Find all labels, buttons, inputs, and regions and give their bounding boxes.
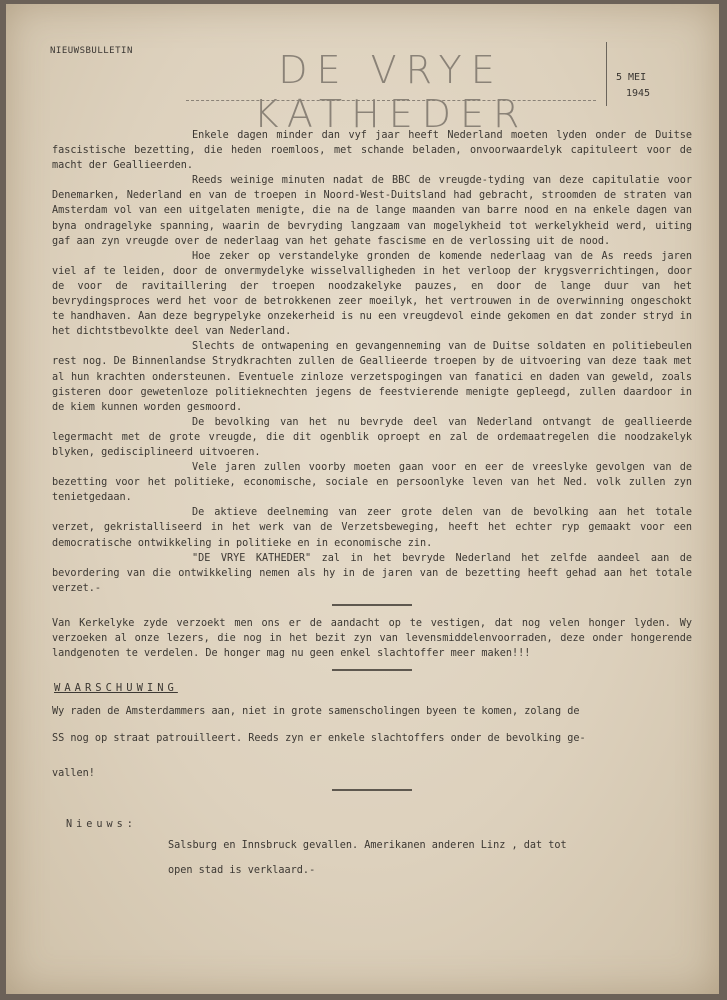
news-line: open stad is verklaard.- [168, 865, 316, 877]
masthead-rule [186, 100, 596, 101]
section-divider [332, 789, 412, 791]
issue-date-year: 1945 [626, 88, 651, 99]
news-heading: Nieuws: [66, 819, 137, 831]
hunger-note: Van Kerkelyke zyde verzoekt men ons er de aandacht op te vestigen, dat nog velen honger lyden. Wy verzoeken al onze lezers, die nog in het bezit zyn van levensmiddelenvoorraden, deze onder hongerende landgenoten te verdelen. De honger mag nu geen enkel slachtoffer meer maken!!! [52, 617, 692, 660]
paragraph: Hoe zeker op verstandelyke gronden de komende nederlaag van de As reeds jaren viel af te leiden, door de onvermydelyke wisselvalligheden in het verloop der krygsverrichtingen, door de voor de ravitaillering der troepen noodzakelyke pauzes, en door de lange duur van het bevrydingsproces werd het voor de betrokkenen zeer moeilyk, het vertrouwen in de overwinning ongeschokt te handhaven. Aan deze begrypelyke onzekerheid is nu een vreugdevol einde gekomen en dat zonder stryd in het dichtstbevolkte deel van Nederland. [52, 250, 692, 338]
newsletter-page [6, 4, 719, 994]
issue-date [616, 70, 676, 102]
article-body [52, 128, 692, 878]
paragraph: Reeds weinige minuten nadat de BBC de vreugde-tyding van deze capitulatie voor Denemarken, Nederland en van de troepen in Noord-West-Duitsland had gebracht, stroomden de straten van Amsterdam vol van een uitgelaten menigte, die na de lange maanden van barre nood en na enkele dagen van byna ondragelyke spanning, waarin de bevryding langzaam van mogelykheid tot werkelykheid werd, uiting gaf aan zyn vreugde over de nederlaag van het gehate fascisme en de verlossing uit de nood. [52, 175, 692, 247]
news-section [168, 838, 692, 878]
section-divider [332, 604, 412, 606]
paragraph: "DE VRYE KATHEDER" zal in het bevryde Nederland het zelfde aandeel aan de bevordering van die ontwikkeling nemen als hy in de jaren van de bezetting heeft gehad aan het totale verzet.- [52, 552, 692, 594]
masthead [186, 42, 607, 136]
paragraph: Vele jaren zullen voorby moeten gaan voor en eer de vreeslyke gevolgen van de bezetting voor het politieke, economische, sociale en persoonlyke leven van het Ned. volk zullen zyn tenietgedaan. [52, 462, 692, 504]
warning-section [52, 681, 692, 781]
news-line: Salsburg en Innsbruck gevallen. Amerikanen anderen Linz , dat tot [168, 840, 567, 852]
warning-line: Wy raden de Amsterdammers aan, niet in grote samenscholingen byeen te komen, zolang de [52, 706, 580, 718]
section-divider [332, 669, 412, 671]
warning-line: vallen! [52, 768, 95, 780]
paragraph: De aktieve deelneming van zeer grote delen van de bevolking aan het totale verzet, gekristalliseerd in het werk van de Verzetsbeweging, heeft het echter ryp gemaakt voor een democratische ontwikkeling in politieke en in economische zin. [52, 507, 692, 549]
warning-line: SS nog op straat patrouilleert. Reeds zyn er enkele slachtoffers onder de bevolking ge- [52, 733, 586, 745]
warning-heading: WAARSCHUWING [54, 682, 178, 695]
paragraph: Slechts de ontwapening en gevangenneming van de Duitse soldaten en politiebeulen rest nog. De Binnenlandse Strydkrachten zullen de Geallieerde troepen by de uitvoering van deze taak met al hun krachten ondersteunen. Eventuele zinloze verzetspogingen van fanatici en daden van geweld, zoals gisteren door gewetenloze politieknechten jegens de feestvierende menigte gepleegd, zullen daardoor in de kiem kunnen worden gesmoord. [52, 341, 692, 413]
masthead-title: DE VRYE KATHEDER [253, 48, 529, 136]
paragraph: De bevolking van het nu bevryde deel van Nederland ontvangt de geallieerde legermacht met de grote vreugde, die dit ogenblik oproept en zal de ordemaatregelen die noodzakelyk blyken, gedisciplineerd uitvoeren. [52, 416, 692, 458]
paragraph: Enkele dagen minder dan vyf jaar heeft Nederland moeten lyden onder de Duitse fascistische bezetting, die heden roemloos, met schande beladen, onvoorwaardelyk capituleert voor de macht der Geallieerden. [52, 130, 692, 172]
issue-date-day: 5 MEI [616, 72, 647, 83]
bulletin-label: NIEUWSBULLETIN [50, 46, 133, 56]
